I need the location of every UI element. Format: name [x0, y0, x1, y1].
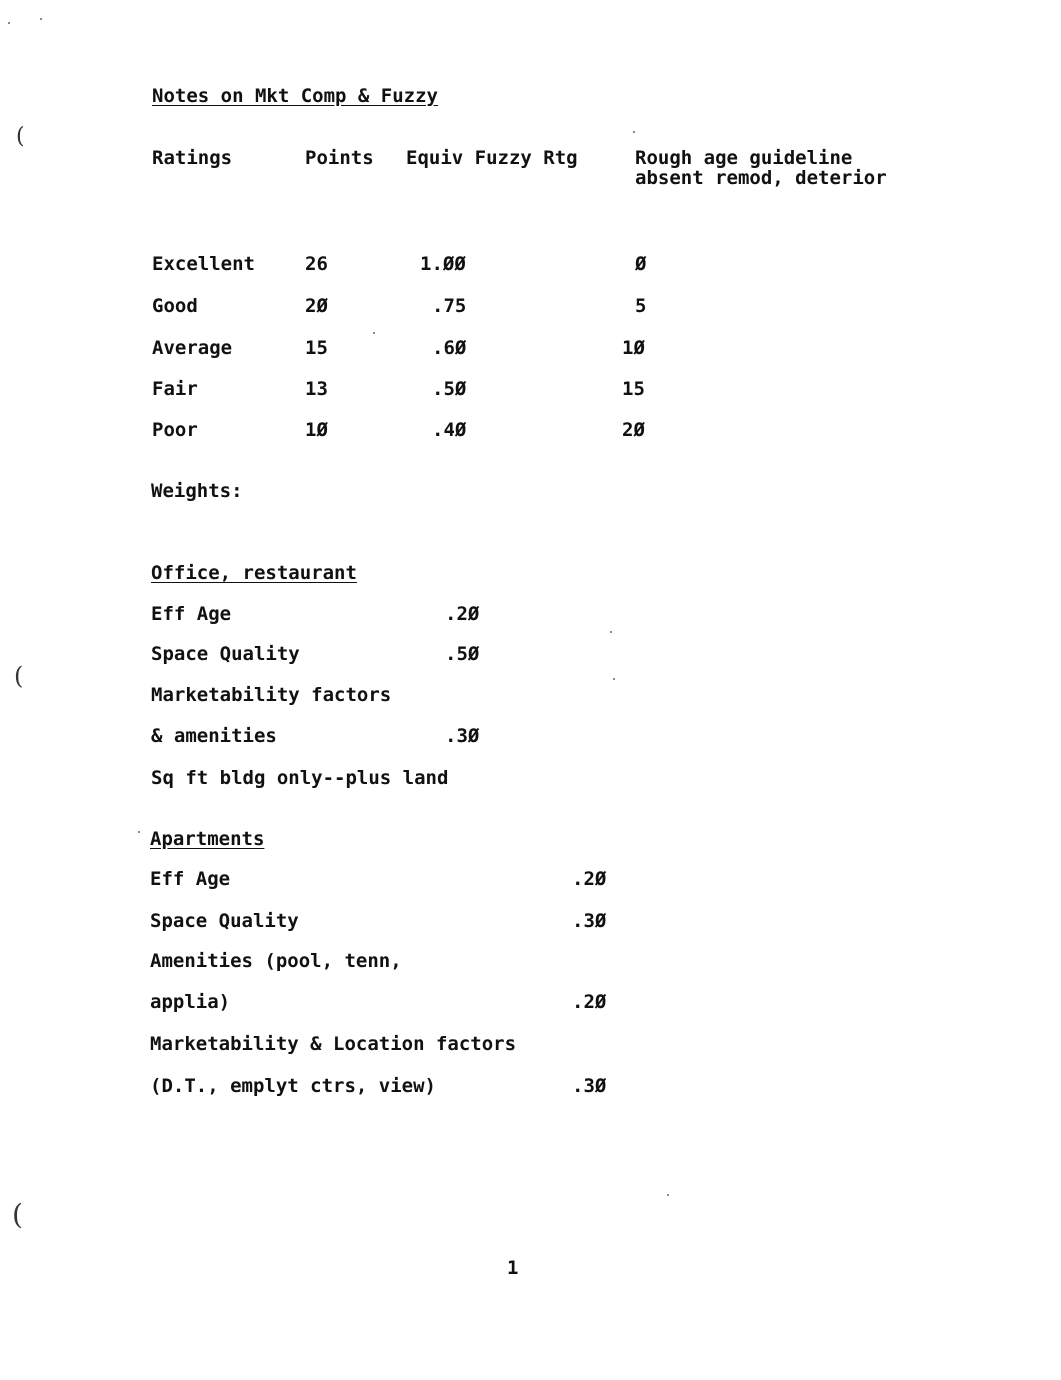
- office-marketability-label: Marketability factors: [151, 684, 392, 706]
- rating-age: 2Ø: [622, 419, 645, 441]
- binder-hole-mark: (: [12, 1198, 23, 1231]
- scan-speck: [633, 131, 635, 133]
- rating-label: Excellent: [152, 253, 255, 275]
- apartments-space-quality-label: Space Quality: [150, 910, 299, 932]
- apartments-marketability-value: .3Ø: [572, 1075, 607, 1097]
- rating-label: Poor: [152, 419, 198, 441]
- rating-equiv: .5Ø: [432, 378, 467, 400]
- office-eff-age-label: Eff Age: [151, 603, 232, 625]
- rating-label: Fair: [152, 378, 198, 400]
- scan-speck: [613, 678, 615, 680]
- apartments-heading: Apartments: [150, 828, 265, 850]
- apartments-amenities-label: Amenities (pool, tenn,: [150, 950, 402, 972]
- rating-label: Good: [152, 295, 198, 317]
- rating-points: 13: [305, 378, 328, 400]
- scan-speck: [138, 831, 140, 833]
- rating-label: Average: [152, 337, 233, 359]
- header-ratings: Ratings: [152, 147, 233, 169]
- scan-speck: [610, 631, 612, 633]
- scan-speck: [40, 18, 42, 20]
- apartments-amenities-value: .2Ø: [572, 991, 607, 1013]
- header-points: Points: [305, 147, 374, 169]
- rating-equiv: 1.ØØ: [420, 253, 466, 275]
- rating-points: 2Ø: [305, 295, 328, 317]
- rating-points: 15: [305, 337, 328, 359]
- office-space-quality-value: .5Ø: [445, 643, 480, 665]
- rating-age: 15: [622, 378, 645, 400]
- apartments-marketability-label: Marketability & Location factors: [150, 1033, 517, 1055]
- apartments-marketability-detail-label: (D.T., emplyt ctrs, view): [150, 1075, 436, 1097]
- rating-age: Ø: [635, 253, 647, 275]
- office-eff-age-value: .2Ø: [445, 603, 480, 625]
- apartments-appliances-label: applia): [150, 991, 231, 1013]
- header-equiv-fuzzy-rtg: Equiv Fuzzy Rtg: [406, 147, 578, 169]
- header-age-guideline-line2: absent remod, deterior: [635, 167, 887, 189]
- rating-equiv: .6Ø: [432, 337, 467, 359]
- page-number: 1: [507, 1257, 519, 1279]
- header-age-guideline-line1: Rough age guideline: [635, 147, 853, 169]
- apartments-eff-age-value: .2Ø: [572, 868, 607, 890]
- rating-points: 1Ø: [305, 419, 328, 441]
- weights-label: Weights:: [151, 480, 243, 502]
- apartments-space-quality-value: .3Ø: [572, 910, 607, 932]
- office-heading: Office, restaurant: [151, 562, 357, 584]
- office-sqft-note: Sq ft bldg only--plus land: [151, 767, 449, 789]
- scan-speck: [8, 22, 10, 24]
- rating-equiv: .75: [432, 295, 467, 317]
- office-amenities-value: .3Ø: [445, 725, 480, 747]
- binder-hole-mark: (: [14, 662, 24, 690]
- rating-equiv: .4Ø: [432, 419, 467, 441]
- scan-speck: [373, 332, 375, 334]
- page-title: Notes on Mkt Comp & Fuzzy: [152, 85, 438, 107]
- scan-speck: [667, 1194, 669, 1196]
- binder-hole-mark: (: [16, 124, 25, 149]
- office-amenities-label: & amenities: [151, 725, 277, 747]
- rating-points: 26: [305, 253, 328, 275]
- office-space-quality-label: Space Quality: [151, 643, 300, 665]
- rating-age: 5: [635, 295, 647, 317]
- rating-age: 1Ø: [622, 337, 645, 359]
- apartments-eff-age-label: Eff Age: [150, 868, 231, 890]
